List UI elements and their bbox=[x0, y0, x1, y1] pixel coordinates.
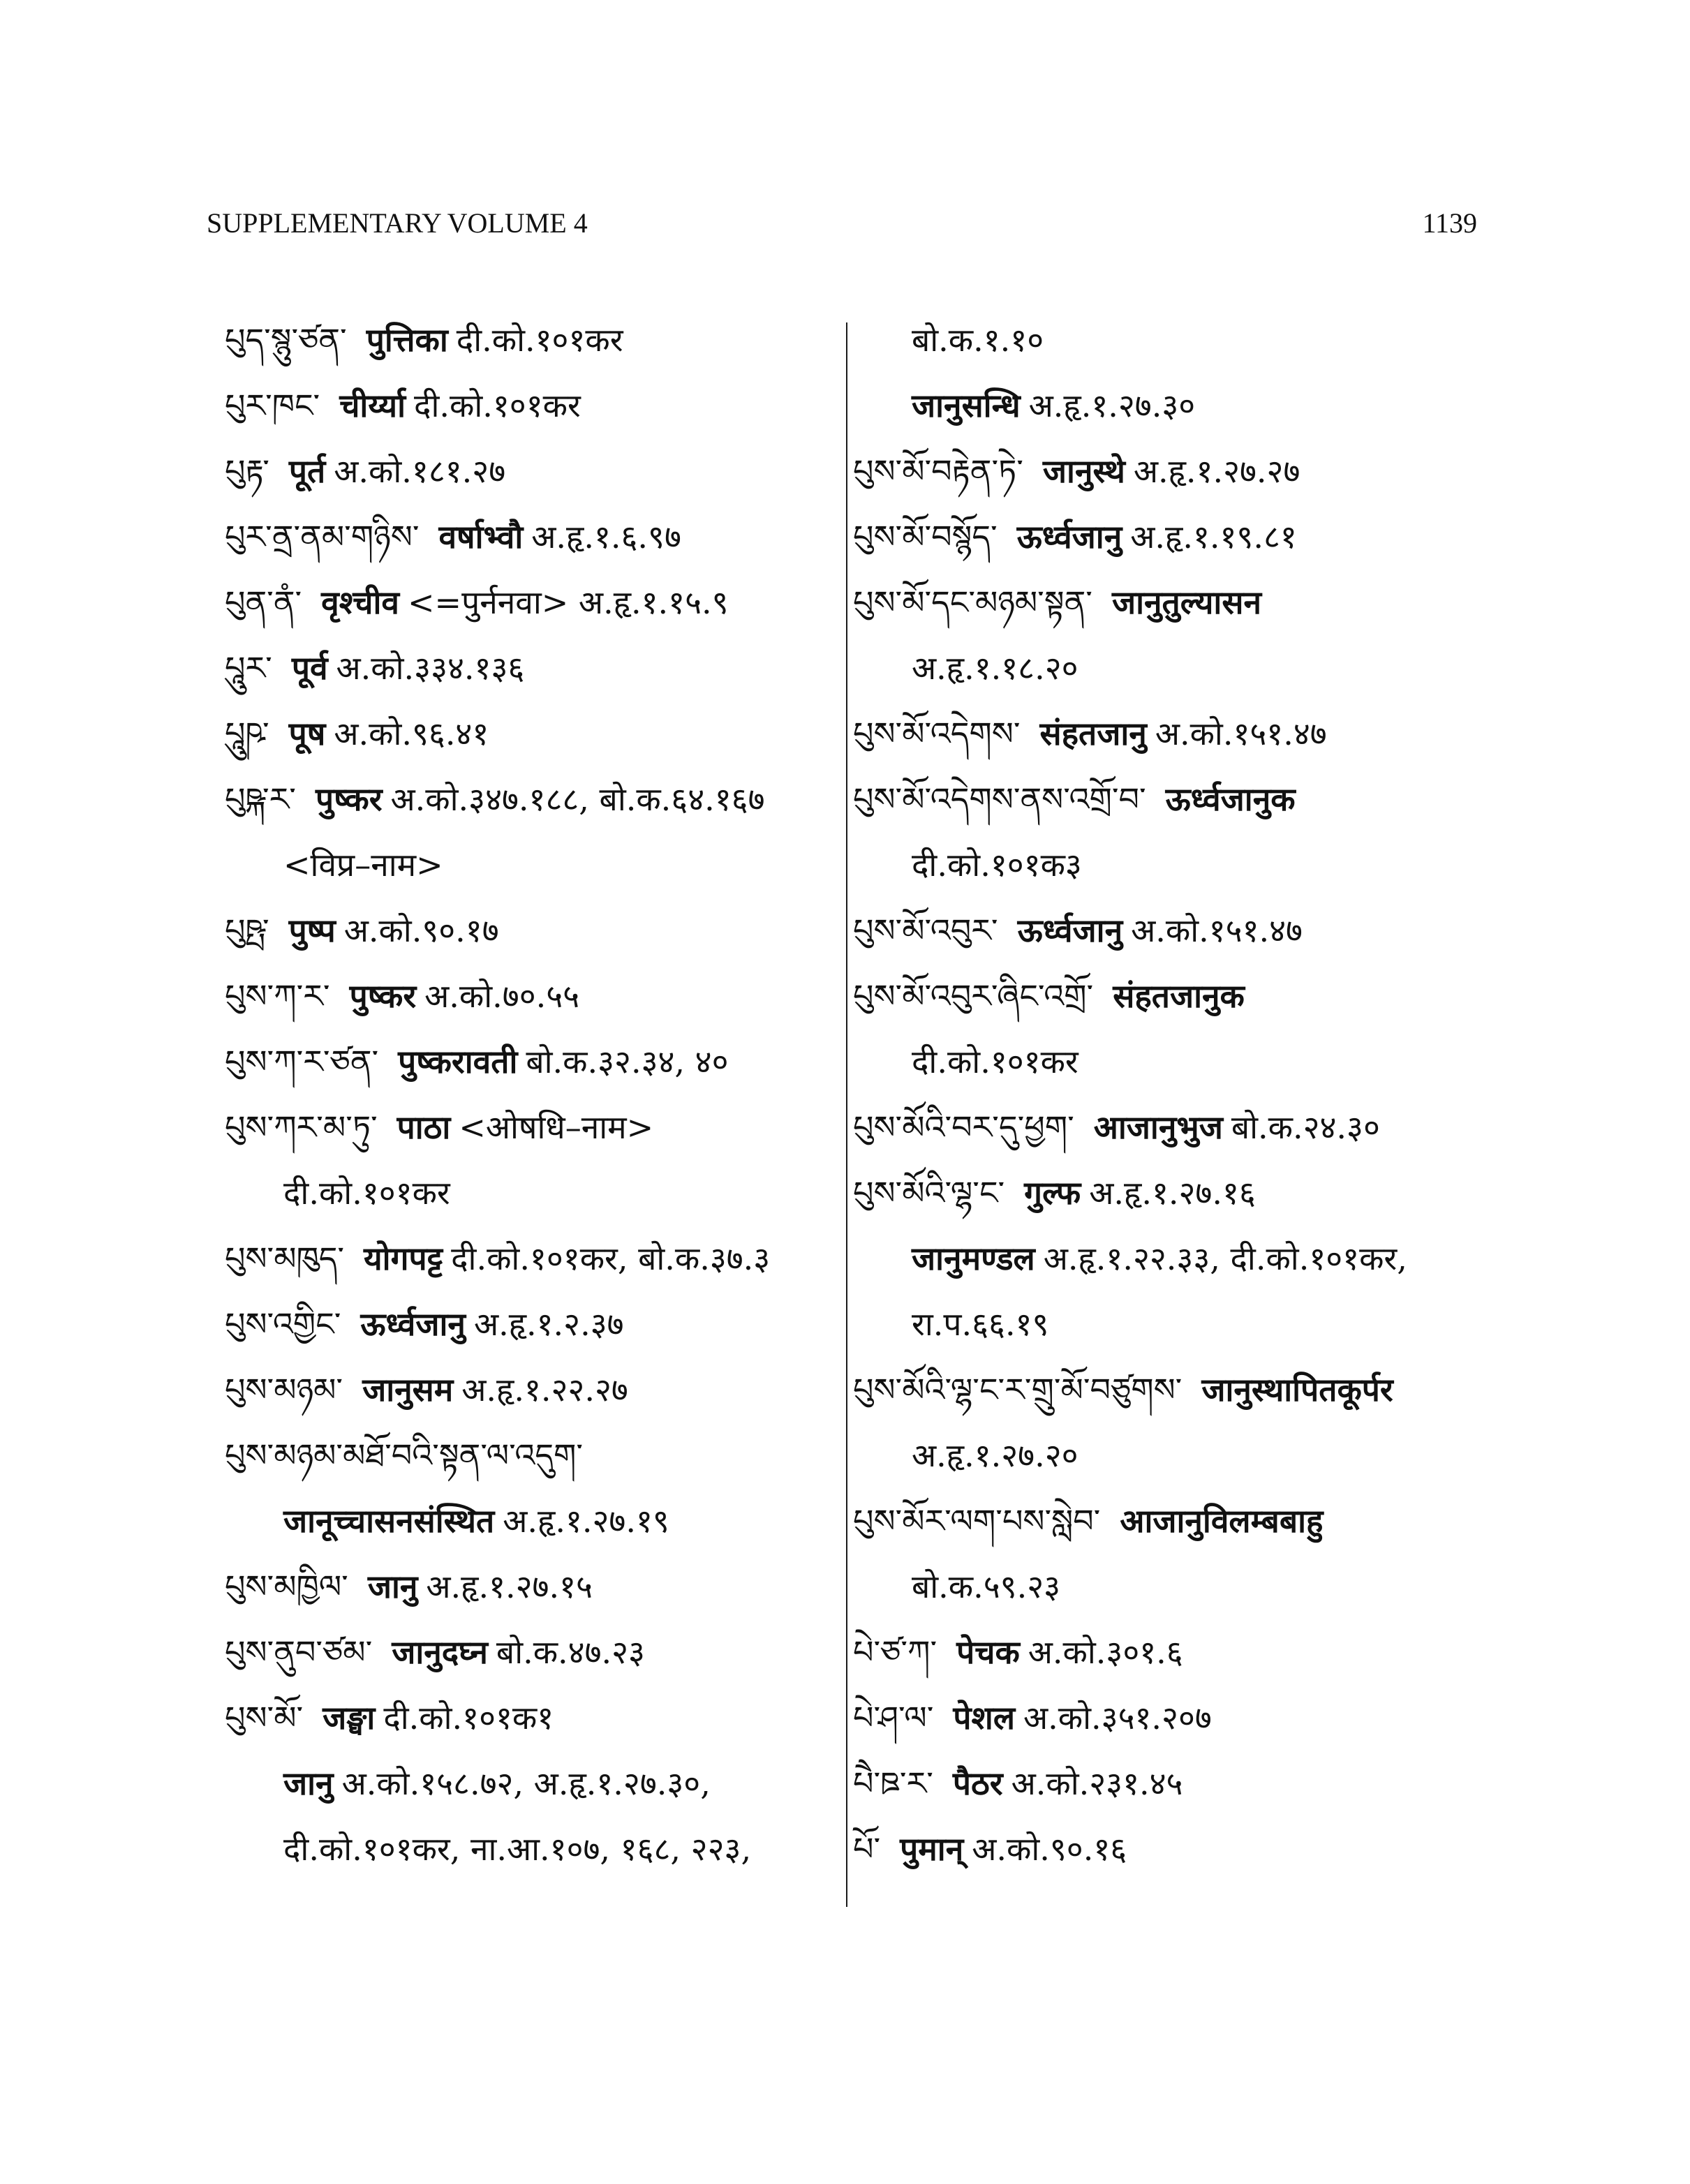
tibetan-headword: པེ་ཙ་ཀ་ bbox=[853, 1633, 937, 1671]
sanskrit-equivalent: जङ्घा bbox=[323, 1699, 376, 1737]
dictionary-entry bbox=[225, 1094, 839, 1160]
right-column bbox=[853, 307, 1495, 1882]
sanskrit-equivalent: ऊर्ध्वजानु bbox=[1016, 518, 1122, 556]
source-reference: रा.प.६६.१९ bbox=[912, 1305, 1049, 1343]
dictionary-entry bbox=[853, 1816, 1495, 1882]
source-reference: <ओषधि–नाम> bbox=[459, 1108, 654, 1146]
source-reference: अ.हृ.१.२२.२७ bbox=[461, 1371, 628, 1409]
sanskrit-equivalent: जानूच्चासनसंस्थित bbox=[283, 1502, 495, 1540]
dictionary-entry bbox=[225, 1554, 839, 1619]
tibetan-headword: པུས་མོར་ལག་པས་སླེབ་ bbox=[853, 1502, 1101, 1540]
tibetan-headword: པུས་མོ་ bbox=[225, 1699, 304, 1737]
source-reference: अ.हृ.१.२७.३० bbox=[1028, 387, 1196, 424]
source-reference: अ.को.१५८.७२, अ.हृ.१.२७.३०, bbox=[341, 1765, 711, 1802]
sanskrit-equivalent: पूष bbox=[288, 715, 326, 752]
sanskrit-equivalent: पुष्कर bbox=[315, 780, 383, 818]
tibetan-headword: པུས་མོ་བརྟེན་ཏེ་ bbox=[853, 452, 1023, 490]
sanskrit-equivalent: जानुदघ्न bbox=[392, 1633, 488, 1671]
tibetan-headword: པོ་ bbox=[853, 1830, 881, 1868]
entry-continuation bbox=[853, 373, 1495, 438]
tibetan-headword: པཱུཪ་ bbox=[225, 649, 272, 687]
sanskrit-equivalent: आजानुभुज bbox=[1093, 1108, 1223, 1146]
tibetan-headword: པུས་མོའི་བར་དུ་ཕྱག་ bbox=[853, 1108, 1074, 1146]
dictionary-entry bbox=[853, 438, 1495, 504]
tibetan-headword: པུས་མཉམ་ bbox=[225, 1371, 343, 1409]
tibetan-headword: པུས་མོ་དང་མཉམ་སྟན་ bbox=[853, 584, 1092, 621]
dictionary-entry bbox=[225, 373, 839, 438]
sanskrit-equivalent: वृश्चीव bbox=[321, 584, 399, 621]
source-reference: दी.को.१०१क३ bbox=[912, 846, 1082, 884]
tibetan-headword: པུས་ཀ་ར་ཙན་ bbox=[225, 1043, 379, 1080]
source-reference: <=पुर्ननवा> अ.हृ.१.१५.९ bbox=[408, 584, 729, 621]
sanskrit-equivalent: संहतजानु bbox=[1039, 715, 1147, 752]
source-reference: बो.क.२४.३० bbox=[1231, 1108, 1380, 1146]
sanskrit-equivalent: जानुस्थापितकूर्पर bbox=[1201, 1371, 1393, 1409]
source-reference: अ.को.३३४.१३६ bbox=[336, 649, 525, 687]
dictionary-entry bbox=[225, 1291, 839, 1357]
dictionary-entry bbox=[225, 1029, 839, 1094]
sanskrit-equivalent: पूर्व bbox=[291, 649, 328, 687]
tibetan-headword: པུས་ཀ་ར་ bbox=[225, 977, 330, 1015]
source-reference: अ.को.३५१.२०७ bbox=[1023, 1699, 1212, 1737]
dictionary-entry bbox=[853, 701, 1495, 766]
source-reference: अ.को.१८१.२७ bbox=[334, 452, 506, 490]
sanskrit-equivalent: पुमान् bbox=[900, 1830, 964, 1868]
volume-title: SUPPLEMENTARY VOLUME 4 bbox=[207, 207, 588, 239]
sanskrit-equivalent: पुष्करावती bbox=[398, 1043, 518, 1080]
source-reference: अ.हृ.१.१८.२० bbox=[912, 649, 1079, 687]
tibetan-headword: པེ་ཤ་ལ་ bbox=[853, 1699, 934, 1737]
sanskrit-equivalent: वर्षाभ्वौ bbox=[438, 518, 524, 556]
source-reference: दी.को.१०१कर bbox=[912, 1043, 1079, 1080]
column-divider bbox=[846, 322, 847, 1907]
dictionary-entry bbox=[225, 635, 839, 701]
tibetan-headword: པུརྟ་ bbox=[225, 452, 269, 490]
sanskrit-equivalent: पेचक bbox=[956, 1633, 1020, 1671]
sanskrit-equivalent: पुष्प bbox=[288, 912, 336, 949]
dictionary-entry bbox=[853, 898, 1495, 963]
source-reference: अ.हृ.१.२७.२७ bbox=[1133, 452, 1300, 490]
dictionary-entry bbox=[225, 504, 839, 570]
tibetan-headword: པུཥྤ་ bbox=[225, 912, 269, 949]
sanskrit-equivalent: पाठा bbox=[396, 1108, 451, 1146]
sanskrit-equivalent: गुल्फ bbox=[1024, 1174, 1081, 1212]
source-reference: बो.क.३२.३४, ४० bbox=[526, 1043, 729, 1080]
dictionary-entry bbox=[853, 1685, 1495, 1751]
dictionary-entry bbox=[225, 1422, 839, 1488]
dictionary-entry bbox=[225, 701, 839, 766]
entry-continuation bbox=[225, 1160, 839, 1226]
dictionary-entry bbox=[853, 1751, 1495, 1816]
source-reference: अ.हृ.१.६.९७ bbox=[531, 518, 681, 556]
dictionary-entry bbox=[225, 1685, 839, 1751]
sanskrit-equivalent: पेशल bbox=[953, 1699, 1016, 1737]
dictionary-entry bbox=[853, 1160, 1495, 1226]
source-reference: बो.क.५९.२३ bbox=[912, 1568, 1061, 1605]
tibetan-headword: པུས་ནུབ་ཙམ་ bbox=[225, 1633, 373, 1671]
sanskrit-equivalent: पुत्तिका bbox=[366, 321, 448, 359]
source-reference: अ.को.९०.१७ bbox=[343, 912, 499, 949]
page-number: 1139 bbox=[1422, 207, 1477, 239]
source-reference: दी.को.१०१कर, बो.क.३७.३ bbox=[451, 1240, 771, 1277]
entry-continuation bbox=[225, 1488, 839, 1554]
sanskrit-equivalent: जानुसन्धि bbox=[912, 387, 1021, 424]
source-reference: अ.को.३४७.१८८, बो.क.६४.१६७ bbox=[390, 780, 765, 818]
source-reference: दी.को.१०१कर bbox=[283, 1174, 450, 1212]
sanskrit-equivalent: आजानुविलम्बबाहु bbox=[1120, 1502, 1324, 1540]
tibetan-headword: པུར་ནྲ་ནམ་གཉིས་ bbox=[225, 518, 420, 556]
source-reference: दी.को.१०१कर bbox=[456, 321, 623, 359]
source-reference: दी.को.१०१क१ bbox=[383, 1699, 554, 1737]
dictionary-entry bbox=[225, 438, 839, 504]
sanskrit-equivalent: संहतजानुक bbox=[1113, 977, 1245, 1015]
sanskrit-equivalent: योगपट्ट bbox=[363, 1240, 443, 1277]
source-reference: दी.को.१०१कर, ना.आ.१०७, १६८, २२३, bbox=[283, 1830, 752, 1868]
sanskrit-equivalent: जानु bbox=[367, 1568, 418, 1605]
entry-continuation bbox=[853, 1226, 1495, 1291]
dictionary-entry bbox=[853, 963, 1495, 1029]
entry-continuation bbox=[853, 1554, 1495, 1619]
sanskrit-equivalent: पुष्कर bbox=[349, 977, 417, 1015]
tibetan-headword: པུན་ནཾ་ bbox=[225, 584, 302, 621]
sanskrit-equivalent: पैठर bbox=[952, 1765, 1003, 1802]
sanskrit-equivalent: चीर्य्या bbox=[339, 387, 406, 424]
tibetan-headword: པུས་མཉམ་མཐོ་བའི་སྟན་ལ་འདུག་ bbox=[225, 1436, 584, 1474]
entry-continuation bbox=[853, 1029, 1495, 1094]
entry-continuation bbox=[853, 832, 1495, 898]
sanskrit-equivalent: जानुमण्डल bbox=[912, 1240, 1035, 1277]
source-reference: अ.हृ.१.२७.१६ bbox=[1089, 1174, 1256, 1212]
sanskrit-equivalent: पूर्त bbox=[288, 452, 326, 490]
tibetan-headword: པུཥྐ་ར་ bbox=[225, 780, 296, 818]
entry-continuation bbox=[853, 635, 1495, 701]
dictionary-entry bbox=[853, 504, 1495, 570]
tibetan-headword: པུས་མོའི་ལྷ་ང་ bbox=[853, 1174, 1005, 1212]
tibetan-headword: པུད་སྙུ་ཙན་ bbox=[225, 321, 347, 359]
tibetan-headword: པུས་མོ་བསྙོད་ bbox=[853, 518, 998, 556]
sanskrit-equivalent: जानुस्थे bbox=[1042, 452, 1125, 490]
dictionary-entry bbox=[225, 898, 839, 963]
source-reference: अ.को.१५१.४७ bbox=[1155, 715, 1327, 752]
entry-continuation bbox=[853, 1291, 1495, 1357]
left-column bbox=[225, 307, 839, 1882]
entry-continuation bbox=[225, 1816, 839, 1882]
entry-continuation bbox=[853, 1422, 1495, 1488]
dictionary-entry bbox=[225, 1357, 839, 1422]
source-reference: अ.को.७०.५५ bbox=[424, 977, 580, 1015]
source-reference: अ.हृ.१.२२.३३, दी.को.१०१कर, bbox=[1043, 1240, 1407, 1277]
sanskrit-equivalent: जानु bbox=[283, 1765, 334, 1802]
tibetan-headword: པུས་མོ་འདེགས་ནས་འགྲོ་བ་ bbox=[853, 780, 1146, 818]
source-reference: दी.को.१०१कर bbox=[414, 387, 581, 424]
running-head bbox=[207, 207, 1477, 239]
source-reference: <विप्र–नाम> bbox=[283, 846, 443, 884]
tibetan-headword: པུས་མོ་འདེགས་ bbox=[853, 715, 1021, 752]
source-reference: बो.क.१.१० bbox=[912, 321, 1044, 359]
sanskrit-equivalent: जानुतुल्यासन bbox=[1111, 584, 1261, 621]
tibetan-headword: པུས་མོ་འབུར་ bbox=[853, 912, 998, 949]
dictionary-entry bbox=[225, 307, 839, 373]
source-reference: अ.को.२३१.४५ bbox=[1011, 1765, 1183, 1802]
source-reference: अ.हृ.१.१९.८१ bbox=[1130, 518, 1297, 556]
dictionary-entry bbox=[225, 1619, 839, 1685]
dictionary-entry bbox=[225, 1226, 839, 1291]
tibetan-headword: པུས་མཁུད་ bbox=[225, 1240, 344, 1277]
source-reference: अ.हृ.१.२७.२० bbox=[912, 1436, 1079, 1474]
tibetan-headword: པུས་འགྱིང་ bbox=[225, 1305, 341, 1343]
tibetan-headword: པུས་མོའི་ལྷ་ང་ར་གྲུ་མོ་བཙུགས་ bbox=[853, 1371, 1183, 1409]
dictionary-entry bbox=[853, 570, 1495, 635]
tibetan-headword: པུས་མཁྱིལ་ bbox=[225, 1568, 348, 1605]
tibetan-headword: པུས་མོ་འབུར་ཞིང་འགྲོ་ bbox=[853, 977, 1094, 1015]
source-reference: अ.हृ.१.२७.१५ bbox=[426, 1568, 593, 1605]
tibetan-headword: པཱུཥ་ bbox=[225, 715, 269, 752]
sanskrit-equivalent: ऊर्ध्वजानु bbox=[360, 1305, 466, 1343]
sanskrit-equivalent: ऊर्ध्वजानुक bbox=[1165, 780, 1296, 818]
source-reference: अ.हृ.१.२७.१९ bbox=[503, 1502, 669, 1540]
tibetan-headword: པཻ་ཋ་ར་ bbox=[853, 1765, 933, 1802]
entry-continuation bbox=[853, 307, 1495, 373]
dictionary-entry bbox=[853, 1357, 1495, 1422]
entry-continuation bbox=[225, 1751, 839, 1816]
source-reference: अ.को.१५१.४७ bbox=[1131, 912, 1303, 949]
source-reference: अ.को.९०.१६ bbox=[972, 1830, 1127, 1868]
sanskrit-equivalent: ऊर्ध्वजानु bbox=[1017, 912, 1123, 949]
sanskrit-equivalent: जानुसम bbox=[362, 1371, 454, 1409]
tibetan-headword: པུར་ཁང་ bbox=[225, 387, 320, 424]
tibetan-headword: པུས་ཀར་མ་ཏུ་ bbox=[225, 1108, 378, 1146]
source-reference: अ.हृ.१.२.३७ bbox=[473, 1305, 624, 1343]
dictionary-entry bbox=[853, 1094, 1495, 1160]
dictionary-entry bbox=[225, 766, 839, 832]
dictionary-entry bbox=[225, 963, 839, 1029]
source-reference: अ.को.९६.४१ bbox=[334, 715, 489, 752]
dictionary-entry bbox=[853, 766, 1495, 832]
entry-continuation bbox=[225, 832, 839, 898]
source-reference: बो.क.४७.२३ bbox=[496, 1633, 645, 1671]
dictionary-entry bbox=[853, 1619, 1495, 1685]
dictionary-entry bbox=[225, 570, 839, 635]
source-reference: अ.को.३०१.६ bbox=[1028, 1633, 1183, 1671]
dictionary-entry bbox=[853, 1488, 1495, 1554]
